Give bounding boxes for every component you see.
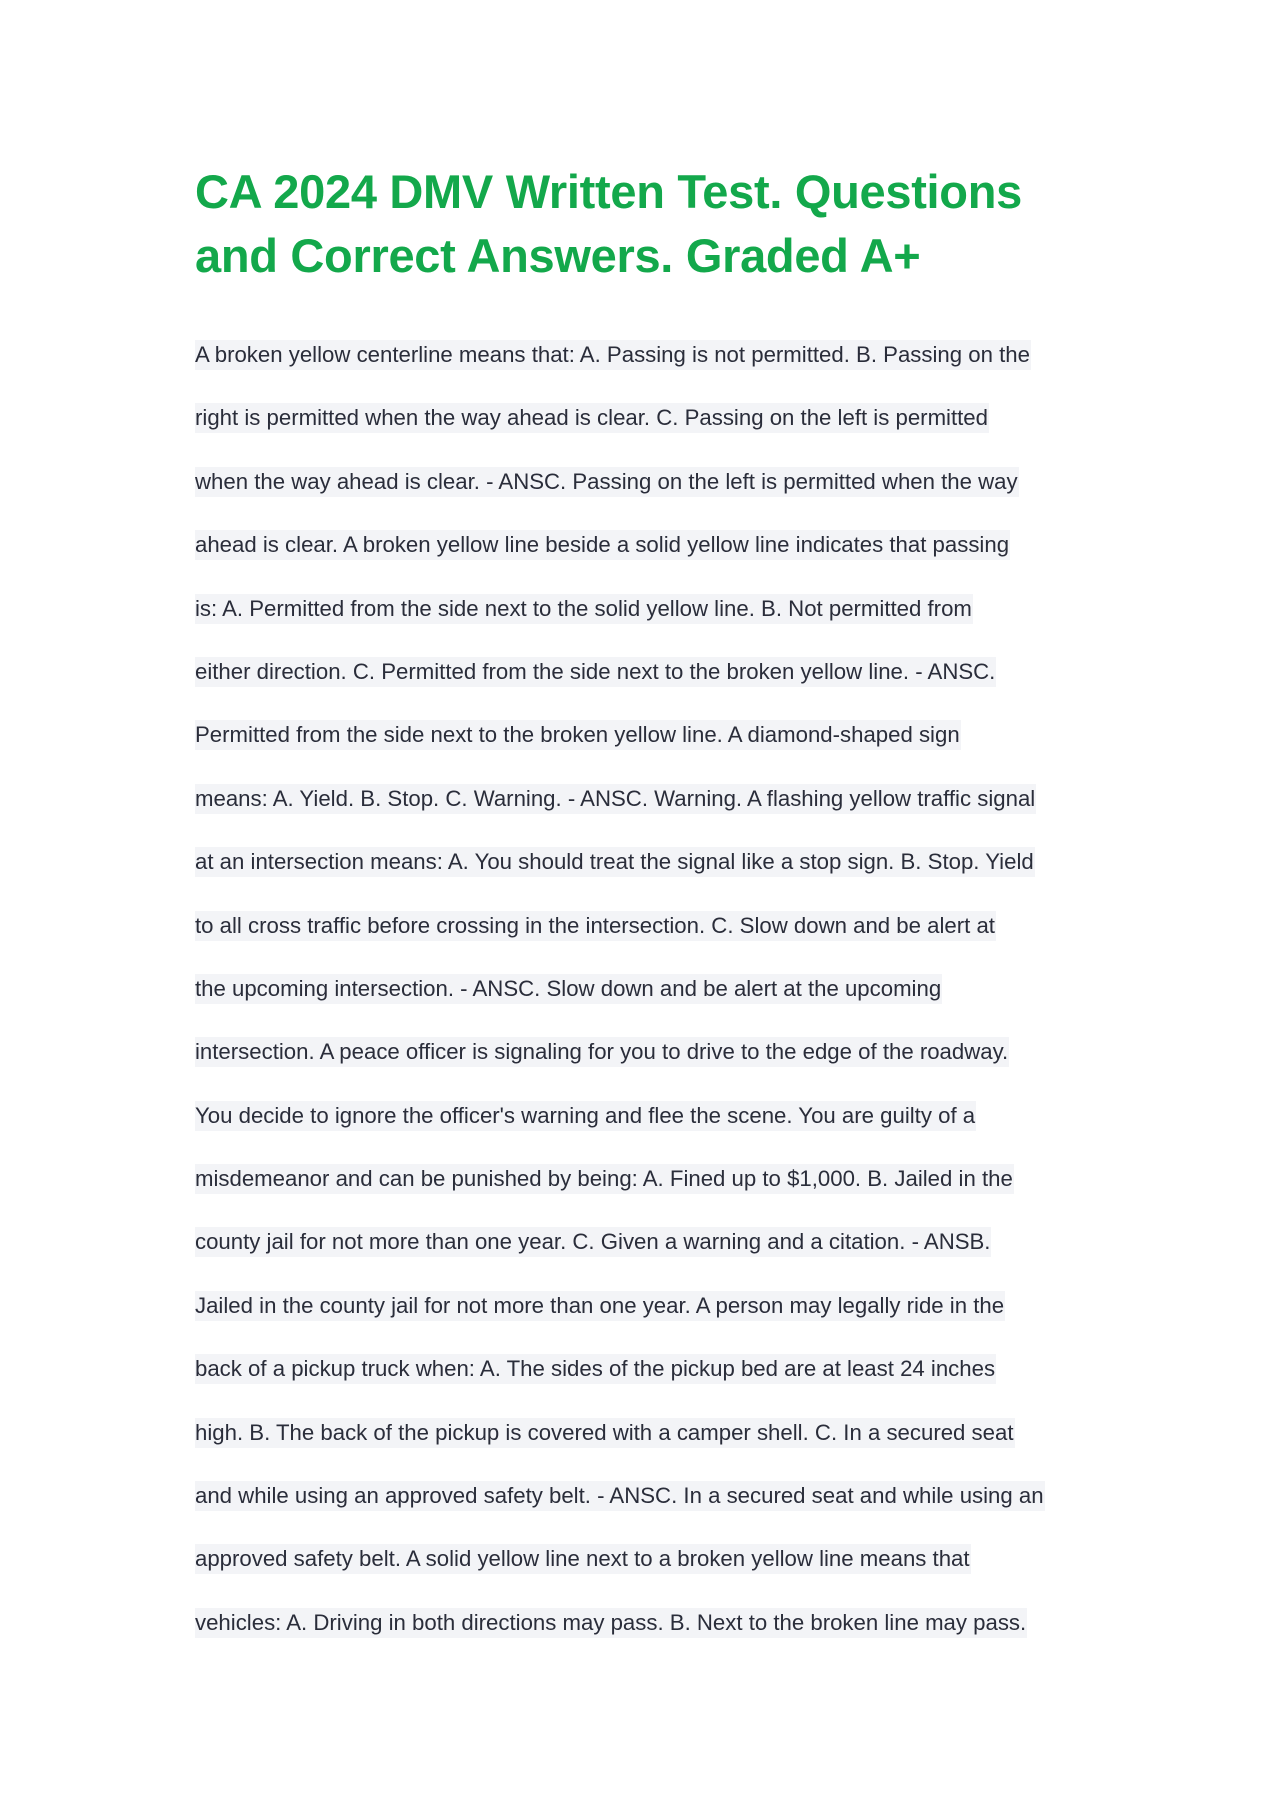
- body-line-text: the upcoming intersection. - ANSC. Slow down and be alert at the upcoming: [195, 974, 942, 1004]
- document-title-line-2: and Correct Answers. Graded A+: [195, 229, 921, 282]
- body-line-text: right is permitted when the way ahead is clear. C. Passing on the left is permitted: [195, 403, 989, 433]
- body-line-text: to all cross traffic before crossing in the intersection. C. Slow down and be alert at: [195, 911, 996, 941]
- body-line-text: ahead is clear. A broken yellow line beside a solid yellow line indicates that passing: [195, 530, 1010, 560]
- body-line-text: high. B. The back of the pickup is covered with a camper shell. C. In a secured seat: [195, 1418, 1015, 1448]
- body-line-text: misdemeanor and can be punished by being: A. Fined up to $1,000. B. Jailed in the: [195, 1164, 1014, 1194]
- body-line: [195, 1418, 1115, 1481]
- document-body: [195, 340, 1115, 1671]
- body-line-text: means: A. Yield. B. Stop. C. Warning. - ANSC. Warning. A flashing yellow traffic signal: [195, 784, 1036, 814]
- body-line: [195, 340, 1115, 403]
- body-line: [195, 1227, 1115, 1290]
- body-line-text: You decide to ignore the officer's warning and flee the scene. You are guilty of a: [195, 1101, 976, 1131]
- body-line: [195, 1291, 1115, 1354]
- body-line-text: and while using an approved safety belt. - ANSC. In a secured seat and while using an: [195, 1481, 1045, 1511]
- body-line-text: at an intersection means: A. You should treat the signal like a stop sign. B. Stop. Yield: [195, 847, 1035, 877]
- body-line-text: approved safety belt. A solid yellow line next to a broken yellow line means that: [195, 1544, 971, 1574]
- body-line: [195, 657, 1115, 720]
- body-line: [195, 530, 1115, 593]
- body-line-text: vehicles: A. Driving in both directions may pass. B. Next to the broken line may pass.: [195, 1608, 1027, 1638]
- body-line: [195, 911, 1115, 974]
- body-line-text: when the way ahead is clear. - ANSC. Passing on the left is permitted when the way: [195, 467, 1019, 497]
- body-line: [195, 403, 1115, 466]
- body-line: [195, 1608, 1115, 1671]
- body-line-text: A broken yellow centerline means that: A. Passing is not permitted. B. Passing on the: [195, 340, 1031, 370]
- body-line-text: back of a pickup truck when: A. The sides of the pickup bed are at least 24 inches: [195, 1354, 996, 1384]
- body-line: [195, 1037, 1115, 1100]
- document-title: [195, 160, 1095, 288]
- body-line: [195, 1164, 1115, 1227]
- body-line: [195, 1101, 1115, 1164]
- body-line: [195, 1544, 1115, 1607]
- body-line: [195, 467, 1115, 530]
- body-line-text: either direction. C. Permitted from the side next to the broken yellow line. - ANSC.: [195, 657, 996, 687]
- body-line: [195, 1481, 1115, 1544]
- body-line: [195, 784, 1115, 847]
- body-line: [195, 720, 1115, 783]
- body-line: [195, 594, 1115, 657]
- body-line-text: county jail for not more than one year. C. Given a warning and a citation. - ANSB.: [195, 1227, 991, 1257]
- body-line: [195, 847, 1115, 910]
- document-title-line-1: CA 2024 DMV Written Test. Questions: [195, 165, 1022, 218]
- body-line: [195, 1354, 1115, 1417]
- body-line: [195, 974, 1115, 1037]
- body-line-text: intersection. A peace officer is signaling for you to drive to the edge of the roadway.: [195, 1037, 1009, 1067]
- body-line-text: Permitted from the side next to the broken yellow line. A diamond-shaped sign: [195, 720, 961, 750]
- body-line-text: is: A. Permitted from the side next to the solid yellow line. B. Not permitted from: [195, 594, 973, 624]
- body-line-text: Jailed in the county jail for not more than one year. A person may legally ride in the: [195, 1291, 1005, 1321]
